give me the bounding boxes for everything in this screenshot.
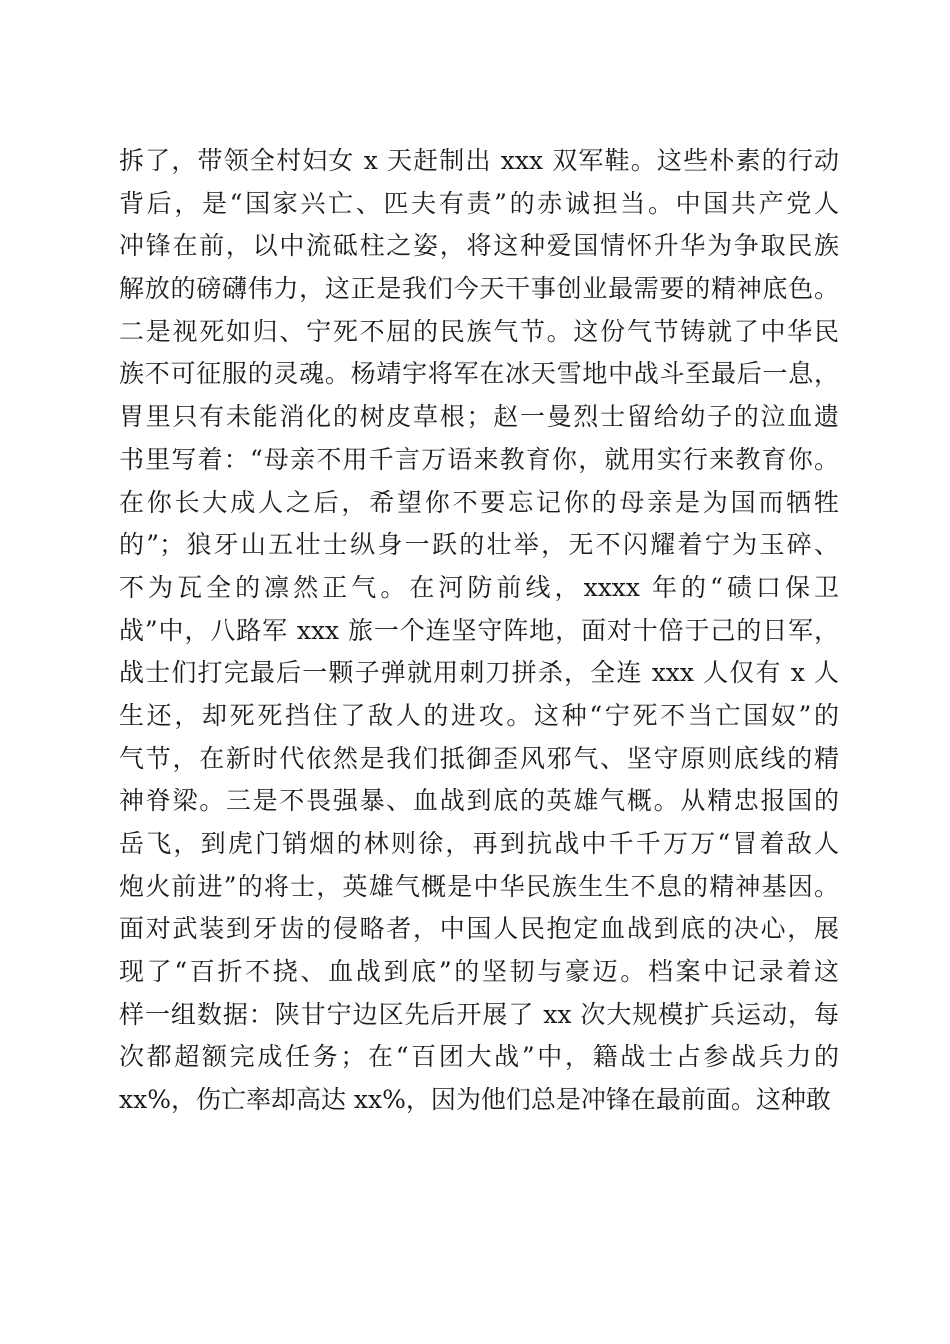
text-line: 气节，在新时代依然是我们抵御歪风邪气、坚守原则底线的精: [119, 743, 839, 773]
text-line: 战”中，八路军 xxx 旅一个连坚守阵地，面对十倍于己的日军，: [119, 615, 839, 645]
text-line: 拆了，带领全村妇女 x 天赶制出 xxx 双军鞋。这些朴素的行动: [119, 146, 839, 175]
text-line: 战士们打完最后一颗子弹就用刺刀拼杀，全连 xxx 人仅有 x 人: [119, 658, 839, 688]
text-line: 解放的磅礴伟力，这正是我们今天干事创业最需要的精神底色。: [119, 274, 839, 304]
text-line: 次都超额完成任务；在“百团大战”中，籍战士占参战兵力的: [119, 1042, 839, 1072]
text-line: 不为瓦全的凛然正气。在河防前线，xxxx 年的“碛口保卫: [119, 572, 839, 602]
text-line: 生还，却死死挡住了敌人的进攻。这种“宁死不当亡国奴”的: [119, 700, 839, 730]
text-line: 二是视死如归、宁死不屈的民族气节。这份气节铸就了中华民: [119, 316, 839, 346]
text-line: 现了“百折不挠、血战到底”的坚韧与豪迈。档案中记录着这: [119, 957, 839, 987]
text-line: 炮火前进”的将士，英雄气概是中华民族生生不息的精神基因。: [119, 871, 839, 901]
body-text: [119, 140, 839, 1122]
text-line: 样一组数据：陕甘宁边区先后开展了 xx 次大规模扩兵运动，每: [119, 999, 839, 1029]
text-line: 冲锋在前，以中流砥柱之姿，将这种爱国情怀升华为争取民族: [119, 231, 839, 261]
text-line: 面对武装到牙齿的侵略者，中国人民抱定血战到底的决心，展: [119, 914, 839, 944]
text-line: 书里写着：“母亲不用千言万语来教育你，就用实行来教育你。: [119, 444, 839, 474]
text-line: 岳飞，到虎门销烟的林则徐，再到抗战中千千万万“冒着敌人: [119, 829, 839, 858]
text-line: 胃里只有未能消化的树皮草根；赵一曼烈士留给幼子的泣血遗: [119, 402, 839, 432]
text-line: 背后，是“国家兴亡、匹夫有责”的赤诚担当。中国共产党人: [119, 188, 839, 218]
text-line: 的”；狼牙山五壮士纵身一跃的壮举，无不闪耀着宁为玉碎、: [119, 530, 839, 560]
text-line: 族不可征服的灵魂。杨靖宇将军在冰天雪地中战斗至最后一息，: [119, 359, 839, 389]
text-line: 神脊梁。三是不畏强暴、血战到底的英雄气概。从精忠报国的: [119, 786, 839, 816]
text-line: 在你长大成人之后，希望你不要忘记你的母亲是为国而牺牲: [119, 487, 839, 517]
text-line: xx%，伤亡率却高达 xx%，因为他们总是冲锋在最前面。这种敢: [119, 1085, 831, 1115]
